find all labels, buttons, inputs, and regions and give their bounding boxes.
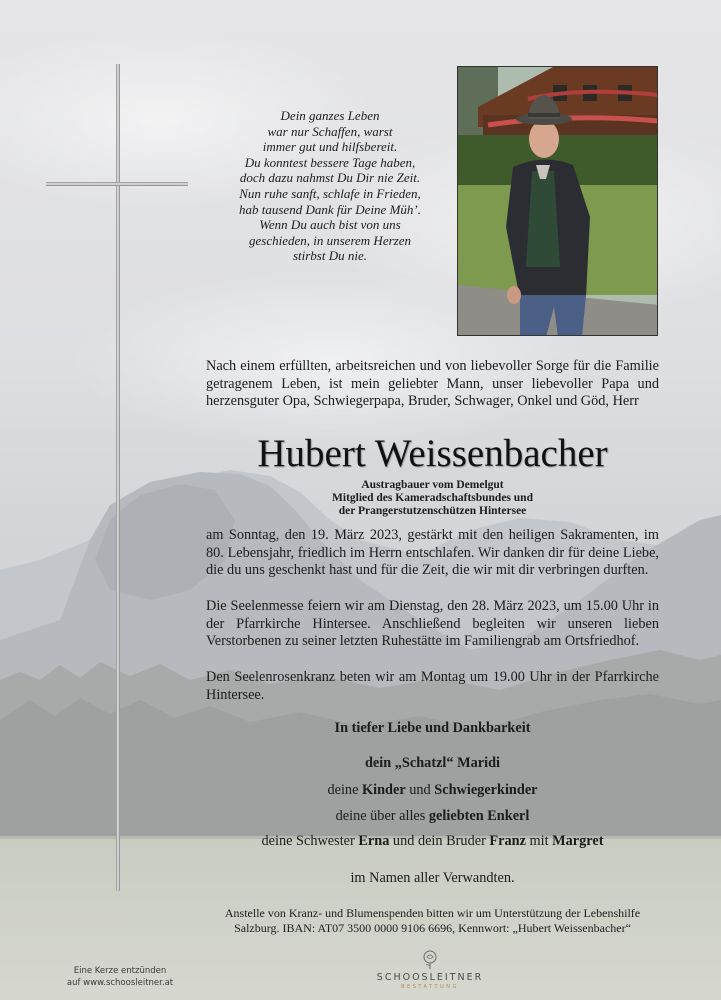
candle-link[interactable] (40, 965, 200, 989)
donation-note (200, 906, 665, 935)
portrait-photo (457, 66, 658, 336)
candle-link-line: Eine Kerze entzünden (73, 966, 167, 976)
funeral-mass-paragraph: Die Seelenmesse feiern wir am Dienstag, den 28. März 2023, um 15.00 Uhr in der Pfarrkirche Hintersee. Anschließend begleiten wir unseren lieben Verstorbenen zu seiner letzten Ruhestätte im Familiengrab am Ortsfriedhof. (206, 598, 659, 650)
poem-line: Dein ganzes Leben (280, 108, 380, 123)
rosary-paragraph: Den Seelenrosenkranz beten wir am Montag um 19.00 Uhr in der Pfarrkirche Hintersee. (206, 669, 659, 703)
deceased-titles (206, 479, 659, 519)
poem-line: war nur Schaffen, warst (267, 123, 393, 139)
death-notice-paragraph: am Sonntag, den 19. März 2023, gestärkt mit den heiligen Sakramenten, im 80. Lebensjahr, friedlich im Herrn entschlafen. Wir danken dir für deine Liebe, die du uns geschenkt hast und für die Zeit, die wir mit dir verbringen durften. (206, 527, 659, 579)
siblings-erna: Erna (358, 833, 390, 849)
siblings-margret: Margret (552, 833, 604, 849)
memorial-cross-horizontal (46, 182, 188, 186)
siblings-t3: mit (525, 833, 553, 849)
poem-line: Nun ruhe sanft, schlafe in Frieden, (239, 185, 421, 201)
title-line: der Prangerstutzenschützen Hintersee (338, 505, 527, 518)
signature-grandchildren (200, 808, 665, 825)
rose-logo-icon (419, 948, 441, 970)
brand-subtitle: BESTATTUNG (401, 984, 459, 990)
siblings-franz: Franz (489, 833, 526, 849)
poem-line: immer gut und hilfsbereit. (262, 139, 398, 155)
title-line: Mitglied des Kameradschaftsbundes und (332, 492, 533, 505)
poem-line: hab tausend Dank für Deine Müh’. (239, 201, 421, 217)
grandchildren-bold: geliebten Enkerl (428, 808, 530, 824)
donation-note-line: Anstelle von Kranz- und Blumenspenden bitten wir um Unterstützung der Lebenshilfe (224, 906, 641, 920)
brand-name: SCHOOSLEITNER (376, 972, 484, 983)
funeral-home-brand (360, 948, 500, 990)
signature-heading-text: In tiefer Liebe und Dankbarkeit (334, 720, 531, 736)
candle-link-url: auf www.schoosleitner.at (66, 978, 174, 988)
signature-heading (200, 720, 665, 737)
poem-line: stirbst Du nie. (292, 248, 368, 264)
signature-siblings (200, 833, 665, 850)
donation-note-line: Salzburg. IBAN: AT07 3500 0000 9106 6696, Kennwort: „Hubert Weissenbacher“ (234, 920, 631, 935)
memorial-poem (190, 108, 470, 264)
poem-line: geschieden, in unserem Herzen (249, 232, 411, 248)
signature-children (200, 782, 665, 799)
children-und: und (405, 782, 435, 798)
siblings-t2: und dein Bruder (389, 833, 490, 849)
intro-paragraph: Nach einem erfüllten, arbeitsreichen und von liebevoller Sorge für die Familie getragenem Leben, ist mein geliebter Mann, unser liebevoller Papa und herzensguter Opa, Schwiegerpapa, Bruder, Schwager, Onkel und Göd, Herr (206, 358, 659, 410)
grandchildren-pre: deine über alles (335, 808, 429, 824)
memorial-cross-vertical (116, 64, 120, 891)
poem-line: Du konntest bessere Tage haben, (244, 154, 416, 170)
title-line: Austragbauer vom Demelgut (361, 479, 504, 491)
siblings-t1: deine Schwester (261, 833, 359, 849)
poem-line: doch dazu nahmst Du Dir nie Zeit. (239, 170, 421, 186)
portrait-illustration (458, 67, 658, 336)
children-pre: deine (327, 782, 362, 798)
signature-wife (200, 755, 665, 772)
children-kinder: Kinder (362, 782, 406, 798)
deceased-name: Hubert Weissenbacher (257, 432, 608, 475)
signature-relatives: im Namen aller Verwandten. (350, 870, 515, 886)
children-schwieger: Schwiegerkinder (434, 782, 538, 798)
poem-line: Wenn Du auch bist von uns (259, 217, 401, 233)
signature-wife-text: dein „Schatzl“ Maridi (364, 755, 501, 771)
